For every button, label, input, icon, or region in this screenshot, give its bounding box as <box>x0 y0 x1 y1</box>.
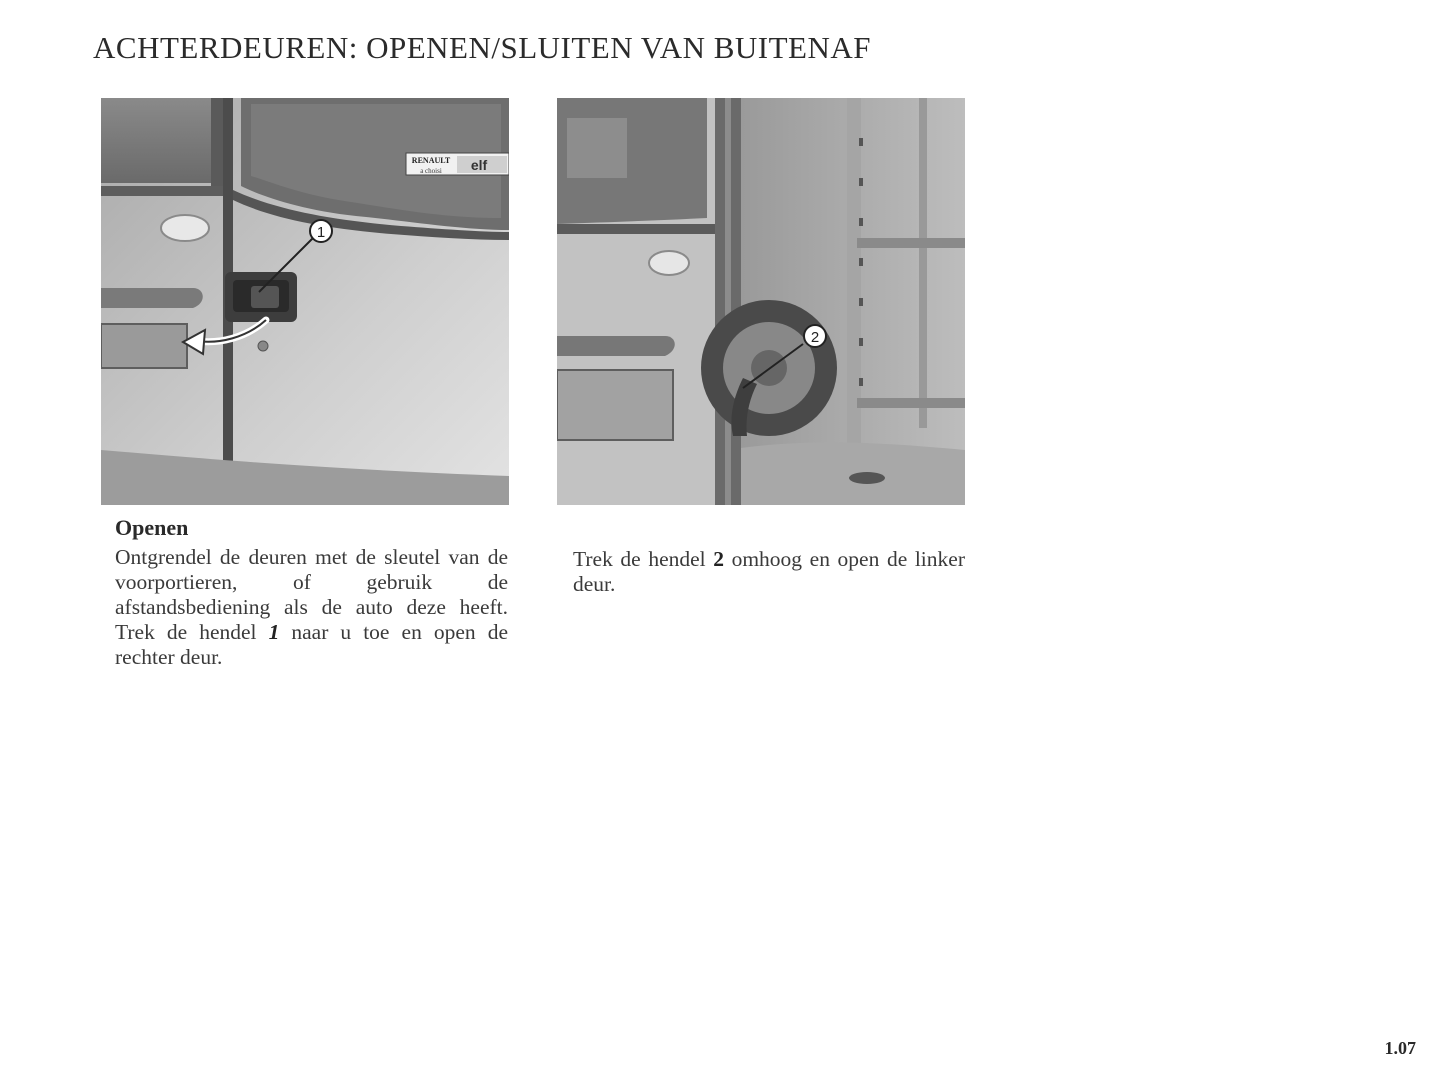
sticker-logo: elf <box>470 157 488 173</box>
marker-light <box>161 215 209 241</box>
sticker-brand: RENAULT <box>411 156 451 165</box>
key-lock <box>258 341 268 351</box>
instr-left-part-b: naar u toe en open de rechter deur. <box>115 620 508 669</box>
callout-1-label: 1 <box>316 224 326 241</box>
instructions-left-door <box>573 547 965 597</box>
section-heading-openen: Openen <box>115 515 189 540</box>
door-handle-1 <box>225 272 297 322</box>
page-number: 1.07 <box>1384 1038 1416 1058</box>
callout-2-label: 2 <box>810 329 820 346</box>
marker-light <box>649 251 689 275</box>
handle-ref-1: 1 <box>268 620 280 644</box>
photo-left-door-lever <box>557 98 965 505</box>
instr-right-part-b: omhoog en open de linker deur. <box>573 547 965 596</box>
photo-right-door-handle <box>101 98 509 505</box>
rear-window-left <box>101 98 211 183</box>
page-title: ACHTERDEUREN: OPENEN/SLUITEN VAN BUITENAF <box>93 30 871 65</box>
instructions-right-door <box>115 545 508 670</box>
instr-left-part-a: Ontgrendel de deuren met de sleutel van de voorportieren, of gebruik de afstandsbediening als de auto deze heeft. Trek de hendel <box>115 545 508 644</box>
renault-elf-sticker <box>406 153 509 175</box>
instr-right-part-a: Trek de hendel <box>573 547 714 571</box>
sticker-tagline: a choisi <box>420 167 442 175</box>
callout-1 <box>310 220 332 242</box>
callout-2 <box>804 325 826 347</box>
lever-ref-2: 2 <box>713 547 724 571</box>
